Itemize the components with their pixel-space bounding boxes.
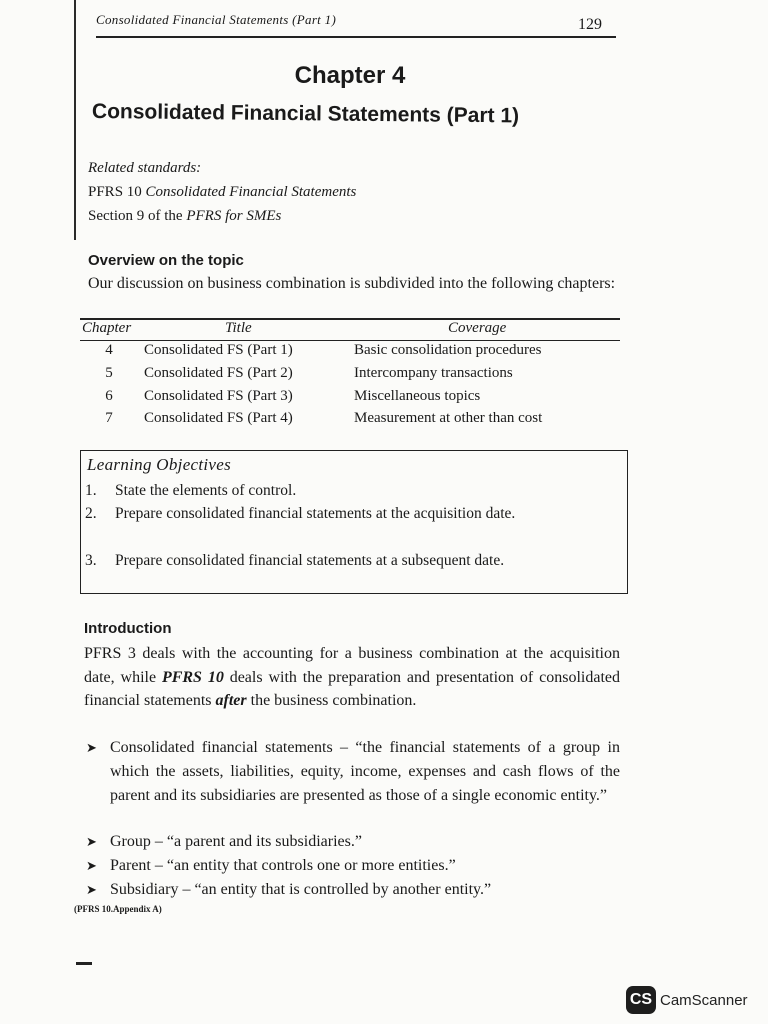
- introduction-heading: Introduction: [84, 620, 172, 637]
- objective-text: State the elements of control.: [115, 482, 297, 499]
- header-title: Title: [225, 320, 252, 336]
- citation: (PFRS 10.Appendix A): [74, 904, 162, 914]
- objective-number: 3.: [85, 552, 97, 569]
- arrow-bullet-icon: ➤: [86, 882, 97, 897]
- definition-text: [110, 736, 620, 808]
- arrow-bullet-icon: ➤: [86, 858, 97, 873]
- standard-prefix: Section 9 of the: [88, 208, 187, 224]
- standard-prefix: PFRS 10: [88, 184, 146, 200]
- table-row: [80, 410, 620, 432]
- intro-emphasis: PFRS 10: [161, 668, 224, 686]
- header-rule: [96, 36, 616, 38]
- cell-title: Consolidated FS (Part 4): [144, 410, 293, 426]
- objective-text: Prepare consolidated financial statements at a subsequent date.: [115, 552, 505, 569]
- table-row: [80, 388, 620, 410]
- standard-item: [88, 208, 281, 225]
- cell-chapter: 7: [105, 410, 113, 426]
- chapter-title: Consolidated Financial Statements (Part 1): [91, 100, 520, 128]
- definition-body: – “a parent and its subsidiaries.”: [150, 833, 362, 850]
- standard-name: Consolidated Financial Statements: [145, 184, 357, 200]
- cell-coverage: Miscellaneous topics: [354, 388, 481, 404]
- standard-item: [88, 184, 356, 201]
- definition-term: Group: [110, 833, 151, 850]
- intro-emphasis: after: [215, 692, 247, 709]
- definition-term: Consolidated financial statements: [110, 739, 333, 756]
- intro-text-part: PFRS 3 deals with the accounting for a business combination at the acquisition date, while: [84, 645, 620, 686]
- cell-chapter: 5: [105, 365, 113, 381]
- definition-text: [110, 854, 620, 878]
- introduction-paragraph: [84, 642, 620, 713]
- definition-term: Subsidiary: [110, 881, 179, 898]
- chapter-number: Chapter 4: [294, 62, 406, 89]
- definition-text: [110, 830, 620, 854]
- camscanner-label: CamScanner: [660, 992, 748, 1009]
- definition-body: – “an entity that is controlled by another entity.”: [178, 881, 492, 898]
- intro-text-part: deals with the preparation and presentation of consolidated financial statements: [84, 668, 620, 709]
- cell-title: Consolidated FS (Part 3): [144, 388, 293, 404]
- definition-body: – “an entity that controls one or more entities.”: [150, 857, 456, 874]
- running-head: Consolidated Financial Statements (Part 1): [96, 12, 337, 27]
- definition-term: Parent: [110, 857, 151, 874]
- arrow-bullet-icon: ➤: [86, 834, 97, 849]
- learning-objectives-box: [80, 450, 628, 594]
- cell-title: Consolidated FS (Part 1): [144, 342, 293, 358]
- header-coverage: Coverage: [448, 320, 507, 336]
- arrow-bullet-icon: ➤: [86, 740, 97, 755]
- margin-mark: [76, 962, 92, 965]
- table-row: [80, 342, 620, 364]
- table-header-rule: [80, 340, 620, 341]
- intro-text-part: the business combination.: [246, 692, 417, 709]
- table-header: [80, 320, 620, 340]
- related-standards-heading: Related standards:: [88, 160, 202, 176]
- overview-text: Our discussion on business combination is subdivided into the following chapters:: [88, 275, 616, 292]
- camscanner-logo-icon: CS: [626, 986, 656, 1014]
- cell-coverage: Measurement at other than cost: [354, 410, 543, 426]
- definition-text: [110, 878, 620, 902]
- margin-rule: [74, 0, 76, 240]
- learning-objectives-heading: Learning Objectives: [87, 455, 232, 474]
- cell-chapter: 6: [105, 388, 113, 404]
- definition-body: – “the financial statements of a group in which the assets, liabilities, equity, income, expenses and cash flows of the parent and its subsidiaries are presented as those of a single economic entity.”: [110, 739, 620, 804]
- objective-number: 2.: [85, 505, 97, 522]
- cell-coverage: Basic consolidation procedures: [354, 342, 542, 358]
- table-row: [80, 365, 620, 387]
- overview-heading: Overview on the topic: [88, 252, 244, 269]
- objective-text: Prepare consolidated financial statements at the acquisition date.: [115, 505, 516, 522]
- cell-title: Consolidated FS (Part 2): [144, 365, 293, 381]
- cell-chapter: 4: [105, 342, 113, 358]
- objective-number: 1.: [85, 482, 97, 499]
- standard-name: PFRS for SMEs: [186, 208, 282, 224]
- page-number: 129: [578, 16, 602, 33]
- cell-coverage: Intercompany transactions: [354, 365, 513, 381]
- header-chapter: Chapter: [82, 320, 132, 336]
